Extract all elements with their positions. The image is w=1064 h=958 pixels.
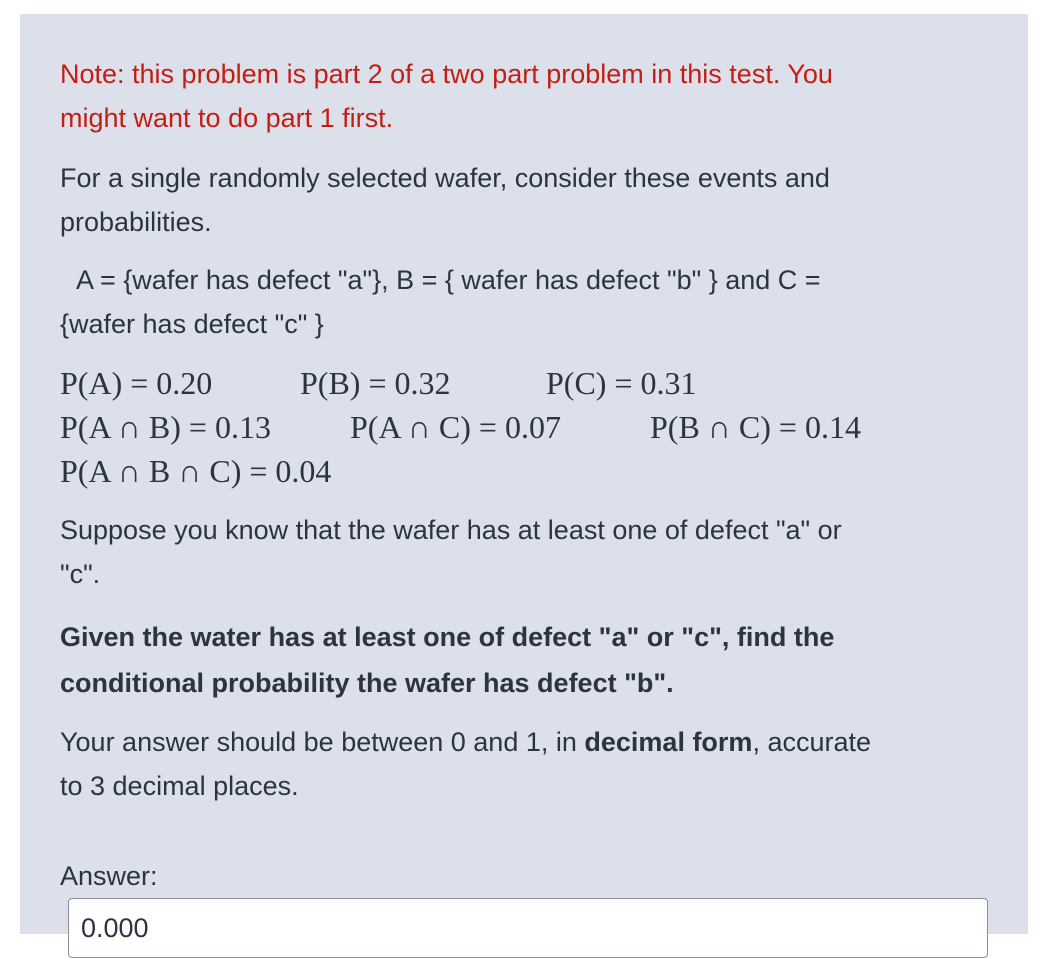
instructions-prefix: Your answer should be between 0 and 1, in: [60, 727, 585, 757]
prob-a-and-b-and-c: P(A ∩ B ∩ C) = 0.04: [60, 453, 332, 489]
question-prompt: [60, 614, 990, 706]
instructions-suffix: , accurate: [752, 727, 872, 757]
instructions-bold: decimal form: [584, 727, 753, 757]
prob-a-and-c: P(A ∩ C) = 0.07: [350, 409, 561, 445]
question-panel: [20, 14, 1028, 934]
answer-input[interactable]: [68, 898, 988, 958]
intro-line-1: For a single randomly selected wafer, consider these events and: [60, 163, 830, 193]
intro-text: [60, 156, 990, 244]
prob-a: P(A) = 0.20: [60, 365, 213, 401]
question-line-1: Given the water has at least one of defect "a" or "c", find the: [60, 622, 835, 652]
events-line-1: A = {wafer has defect "a"}, B = { wafer has defect "b" } and C =: [76, 265, 821, 295]
events-line-2: {wafer has defect "c" }: [60, 309, 324, 339]
instructions-line-1: [60, 720, 990, 764]
probability-list: [60, 361, 960, 493]
suppose-line-2: "c".: [60, 559, 101, 589]
instructions-line-2: to 3 decimal places.: [60, 771, 299, 801]
probability-row-3: [60, 449, 960, 493]
probability-row-2: [60, 405, 960, 449]
question-line-2: conditional probability the wafer has defect "b".: [60, 668, 674, 698]
probability-row-1: [60, 361, 960, 405]
events-definition: [60, 258, 990, 346]
suppose-line-1: Suppose you know that the wafer has at least one of defect "a" or: [60, 515, 842, 545]
intro-line-2: probabilities.: [60, 207, 212, 237]
prob-b-and-c: P(B ∩ C) = 0.14: [650, 409, 861, 445]
prob-c: P(C) = 0.31: [546, 365, 697, 401]
prob-a-and-b: P(A ∩ B) = 0.13: [60, 409, 271, 445]
answer-instructions: [60, 720, 990, 808]
answer-label: Answer:: [60, 861, 158, 891]
note-line-2: might want to do part 1 first.: [60, 103, 394, 133]
part-note: [60, 52, 990, 140]
note-line-1: Note: this problem is part 2 of a two part problem in this test. You: [60, 59, 833, 89]
suppose-text: [60, 508, 990, 596]
prob-b: P(B) = 0.32: [300, 365, 451, 401]
